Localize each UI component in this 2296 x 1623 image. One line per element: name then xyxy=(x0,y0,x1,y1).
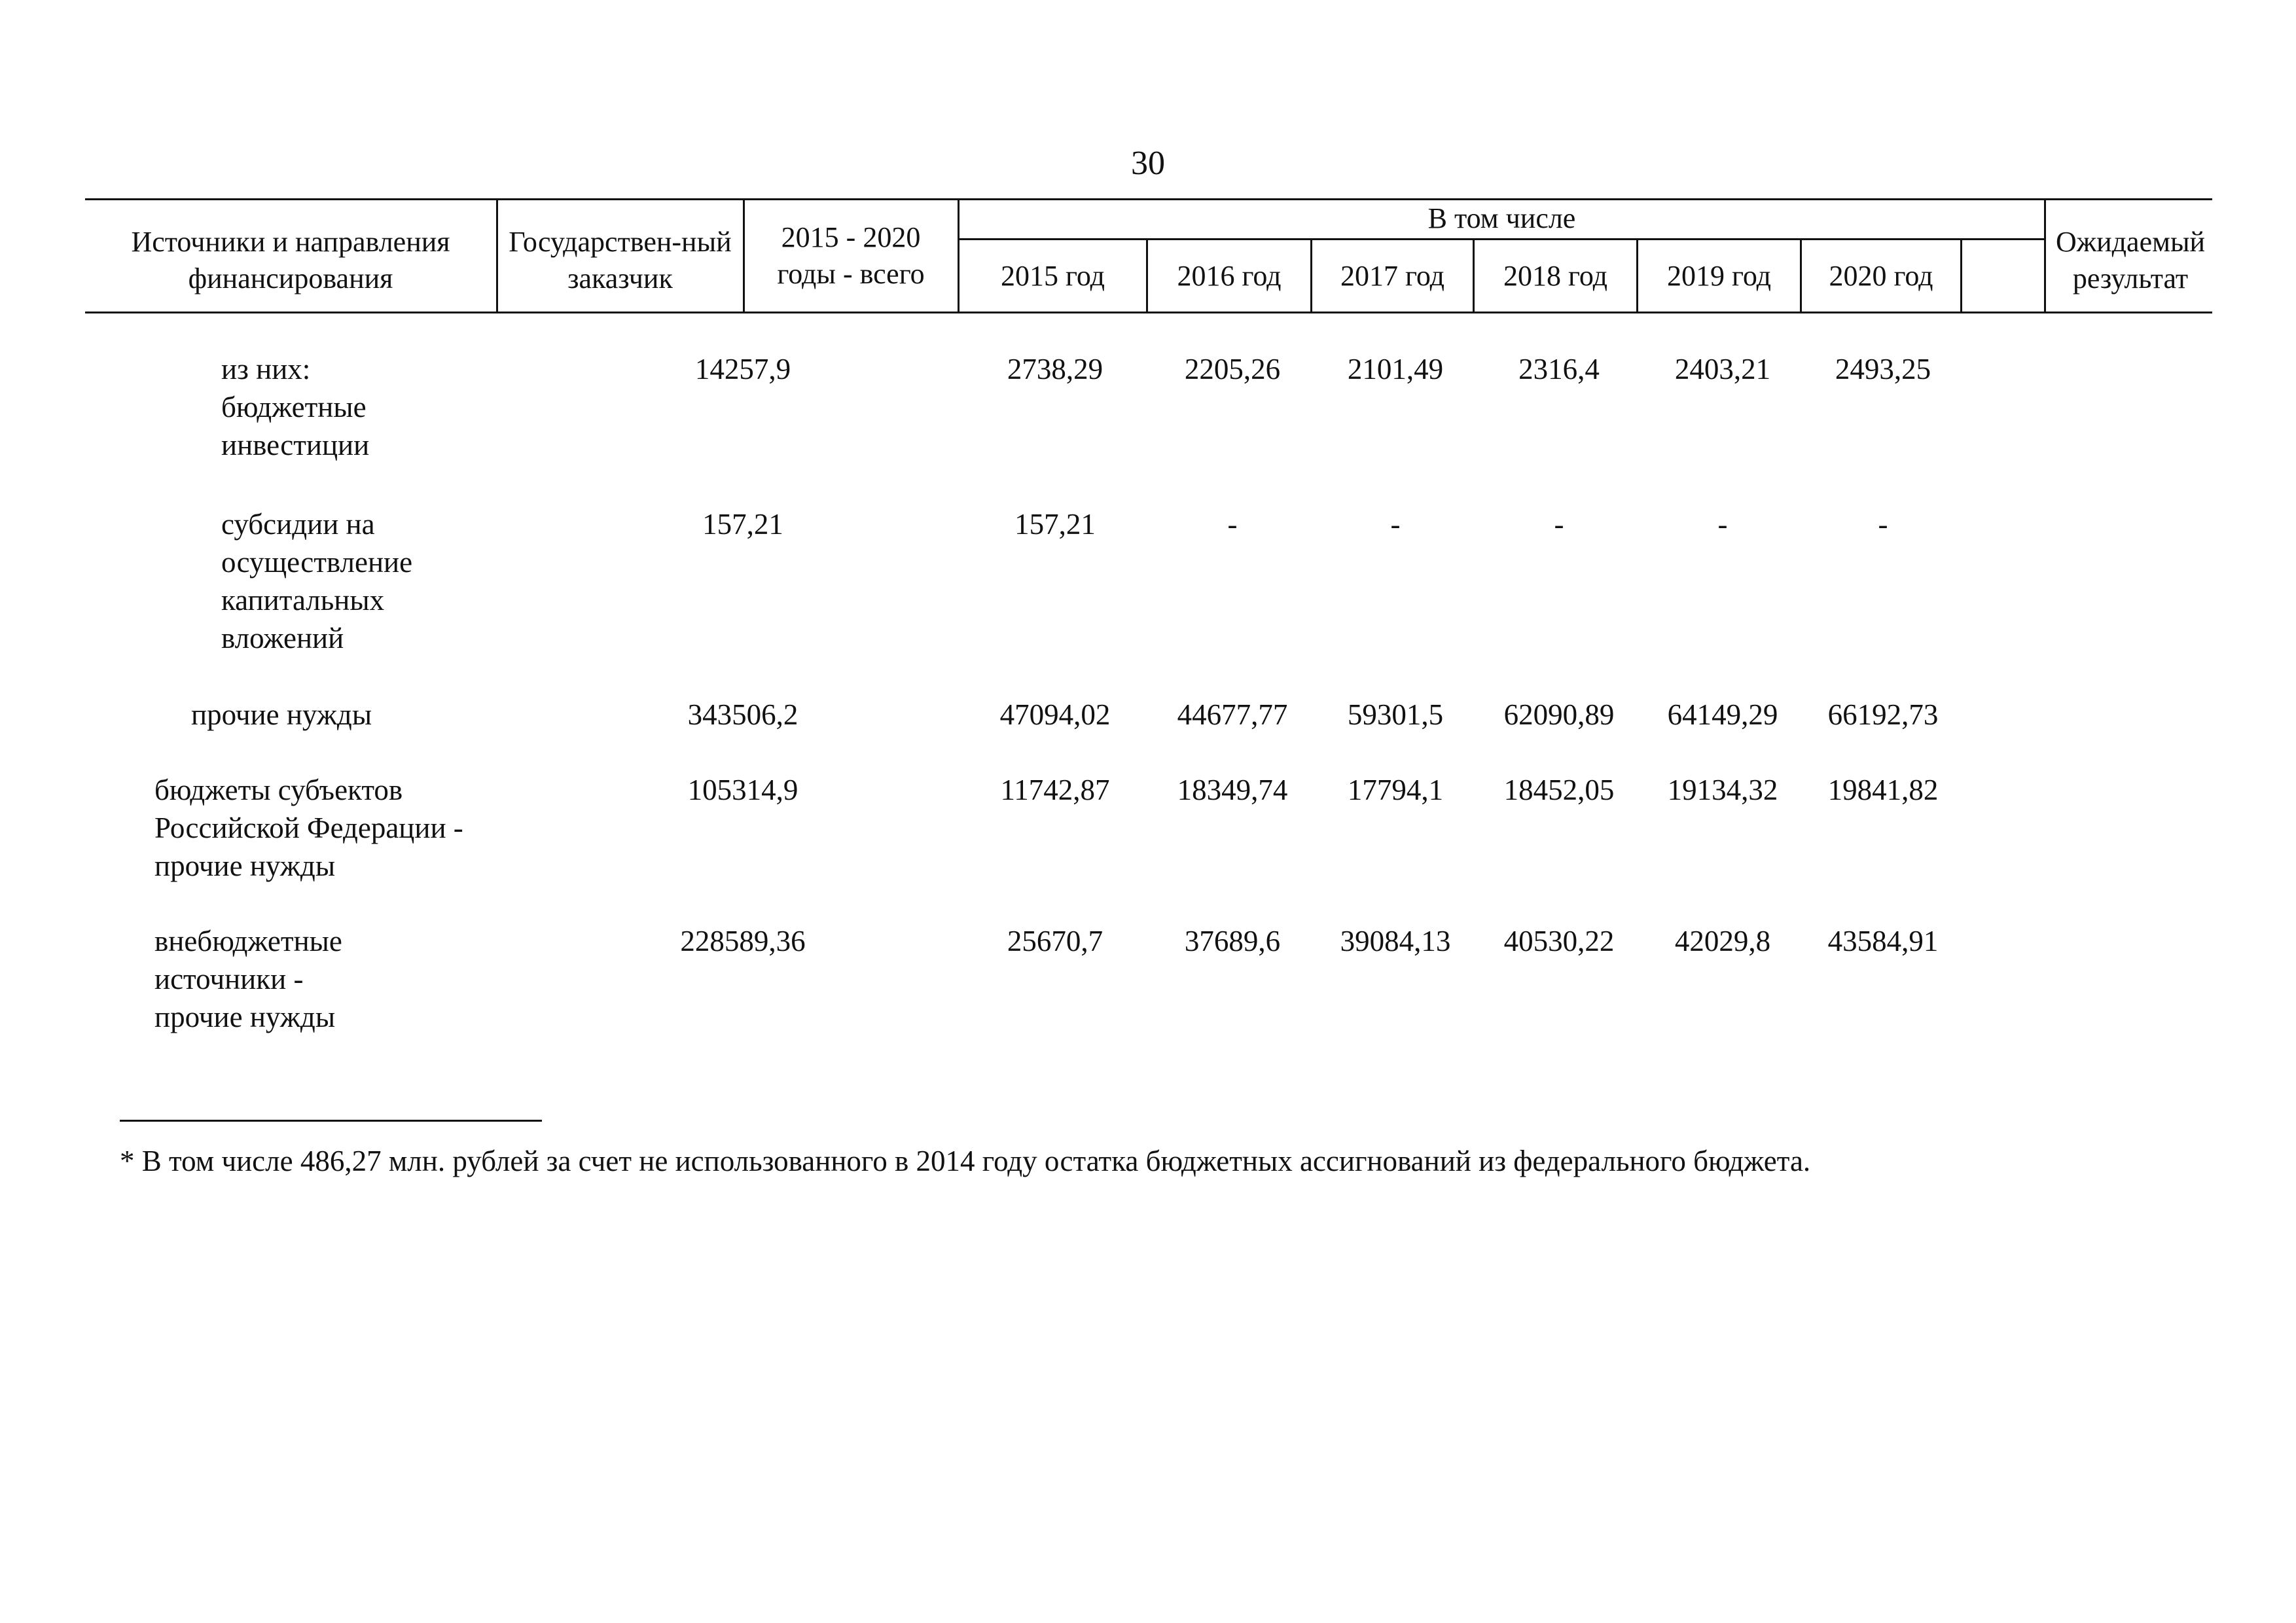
row-value-2017: 59301,5 xyxy=(1347,698,1444,731)
row-total: 157,21 xyxy=(702,508,783,541)
row-total: 14257,9 xyxy=(694,353,791,385)
header-divider xyxy=(1960,238,1962,313)
header-total: 2015 - 2020 годы - всего xyxy=(777,221,925,290)
row-total: 105314,9 xyxy=(687,774,798,806)
row-value-2016: - xyxy=(1227,508,1238,541)
header-bottom-rule xyxy=(85,312,2212,313)
row-value-2017: 39084,13 xyxy=(1340,925,1451,957)
header-year-2015: 2015 год xyxy=(1000,259,1105,292)
page-number: 30 xyxy=(1131,145,1165,182)
row-label: из них: бюджетные инвестиции xyxy=(221,353,370,461)
row-value-2015: 11742,87 xyxy=(1000,774,1110,806)
row-value-2015: 2738,29 xyxy=(1007,353,1103,385)
row-value-2018: 40530,22 xyxy=(1503,925,1615,957)
header-year-2020: 2020 год xyxy=(1829,259,1933,292)
row-value-2016: 18349,74 xyxy=(1177,774,1288,806)
header-year-2019: 2019 год xyxy=(1666,259,1772,292)
row-value-2016: 2205,26 xyxy=(1184,353,1281,385)
header-result: Ожидаемый результат xyxy=(2055,226,2206,294)
row-label: прочие нужды xyxy=(191,698,372,731)
row-value-2017: 2101,49 xyxy=(1347,353,1444,385)
header-including: В том числе xyxy=(1427,202,1576,234)
table-header xyxy=(85,198,2212,313)
row-label: бюджеты субъектов Российской Федерации - прочие нужды xyxy=(154,774,463,882)
row-value-2018: 62090,89 xyxy=(1503,698,1615,731)
row-value-2018: 2316,4 xyxy=(1518,353,1600,385)
row-value-2020: 43584,91 xyxy=(1827,925,1939,957)
header-divider xyxy=(743,198,745,313)
row-label: субсидии на осуществление капитальных вложений xyxy=(221,508,413,654)
header-sources: Источники и направления финансирования xyxy=(131,226,450,294)
row-value-2020: 2493,25 xyxy=(1835,353,1931,385)
row-value-2018: - xyxy=(1554,508,1564,541)
header-divider xyxy=(496,198,498,313)
footnote-rule xyxy=(120,1120,542,1122)
row-value-2019: 42029,8 xyxy=(1674,925,1771,957)
footnote: * В том числе 486,27 млн. рублей за счет не использованного в 2014 году остатка бюджетных ассигнований из федерального бюджета. xyxy=(120,1145,1811,1177)
row-value-2019: - xyxy=(1717,508,1728,541)
row-total: 228589,36 xyxy=(680,925,806,957)
row-value-2018: 18452,05 xyxy=(1503,774,1615,806)
row-value-2017: 17794,1 xyxy=(1347,774,1444,806)
row-label: внебюджетные источники - прочие нужды xyxy=(154,925,342,1033)
row-value-2019: 2403,21 xyxy=(1674,353,1771,385)
row-value-2017: - xyxy=(1390,508,1401,541)
row-value-2015: 25670,7 xyxy=(1007,925,1103,957)
header-divider xyxy=(2044,198,2046,313)
row-value-2019: 64149,29 xyxy=(1667,698,1778,731)
row-value-2019: 19134,32 xyxy=(1667,774,1778,806)
row-value-2016: 37689,6 xyxy=(1184,925,1281,957)
header-year-2018: 2018 год xyxy=(1503,259,1608,292)
row-value-2020: - xyxy=(1878,508,1888,541)
row-value-2020: 19841,82 xyxy=(1827,774,1939,806)
header-customer: Государствен-ный заказчик xyxy=(509,226,732,294)
header-year-2017: 2017 год xyxy=(1340,259,1445,292)
row-value-2020: 66192,73 xyxy=(1827,698,1939,731)
row-value-2016: 44677,77 xyxy=(1177,698,1288,731)
row-value-2015: 47094,02 xyxy=(999,698,1111,731)
row-value-2015: 157,21 xyxy=(1014,508,1096,541)
header-year-2016: 2016 год xyxy=(1177,259,1282,292)
row-total: 343506,2 xyxy=(687,698,798,731)
